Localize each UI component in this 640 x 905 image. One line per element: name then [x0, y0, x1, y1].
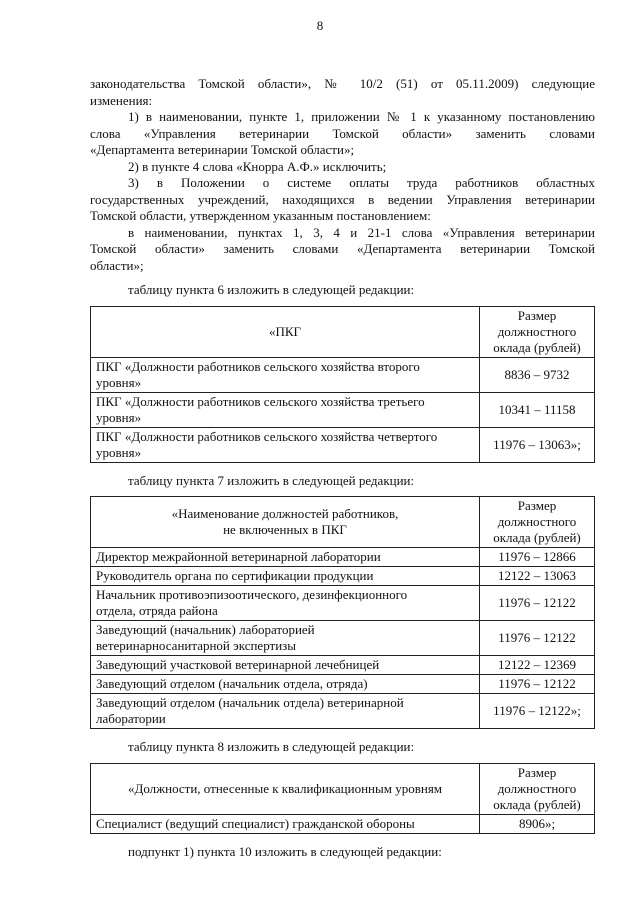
table-cell: 11976 – 12122	[480, 621, 595, 656]
table-header-row	[91, 763, 595, 814]
cell-line: лаборатории	[96, 711, 166, 726]
table-header-row	[91, 497, 595, 548]
header-line: Размер	[517, 307, 557, 323]
header-line: «Наименование должностей работников,	[171, 506, 399, 521]
table-header-cell: «Должности, отнесенные к квалификационным уровням	[91, 763, 480, 814]
table-header-row	[91, 306, 595, 357]
paragraph-line: изменения:	[90, 92, 153, 108]
table-cell: 11976 – 12122	[480, 675, 595, 694]
header-line: Размер	[517, 764, 557, 780]
table8-intro: таблицу пункта 8 изложить в следующей редакции:	[128, 739, 415, 754]
table-header-cell	[480, 763, 595, 814]
paragraph-line: «Департамента ветеринарии Томской области»;	[90, 142, 355, 157]
header-line: Размер	[517, 498, 557, 513]
table-cell: 8906»;	[480, 814, 595, 833]
table-header-cell	[91, 497, 480, 548]
table-row	[91, 814, 595, 833]
table-cell: Заведующий участковой ветеринарной лечебницей	[91, 656, 480, 675]
paragraph-line: Томской области» заменить словами «Департамента ветеринарии Томской	[90, 241, 595, 256]
cell-line: Начальник противоэпизоотического, дезинфекционного	[96, 587, 408, 602]
cell-line: уровня»	[96, 374, 142, 390]
paragraph-line: законодательства Томской области», № 10/2 (51) от 05.11.2009) следующие	[90, 76, 595, 91]
header-line: оклада (рублей)	[493, 530, 581, 545]
table-7	[90, 496, 595, 729]
header-line: оклада (рублей)	[493, 796, 581, 812]
paragraph-line: области»;	[90, 257, 144, 273]
table-row	[91, 392, 595, 427]
table-row	[91, 621, 595, 656]
cell-line: отдела, отряда района	[96, 603, 218, 618]
table7-intro: таблицу пункта 7 изложить в следующей редакции:	[128, 472, 415, 488]
paragraph-line: Томской области, утвержденном указанным постановлением:	[90, 208, 431, 223]
table-row	[91, 357, 595, 392]
table-cell: Заведующий отделом (начальник отдела, отряда)	[91, 675, 480, 694]
header-line: не включенных в ПКГ	[223, 522, 347, 537]
cell-line: ветеринарносанитарной экспертизы	[96, 638, 297, 653]
table-cell: 10341 – 11158	[480, 392, 595, 427]
table-cell: Директор межрайонной ветеринарной лаборатории	[91, 548, 480, 567]
table-cell: 12122 – 13063	[480, 567, 595, 586]
paragraph-line: 2) в пункте 4 слова «Кнорра А.Ф.» исключить;	[128, 158, 387, 174]
table-cell	[91, 427, 480, 462]
table-cell: 12122 – 12369	[480, 656, 595, 675]
table-cell: 11976 – 13063»;	[480, 427, 595, 462]
table-row	[91, 586, 595, 621]
table-row	[91, 567, 595, 586]
header-line: должностного	[497, 780, 577, 796]
table-row	[91, 656, 595, 675]
sub10-intro: подпункт 1) пункта 10 изложить в следующей редакции:	[128, 843, 442, 859]
paragraph-line: 3) в Положении о системе оплаты труда работников областных	[128, 175, 595, 190]
paragraph-line: 1) в наименовании, пункте 1, приложении № 1 к указанному постановлению	[128, 109, 595, 124]
table-cell: 8836 – 9732	[480, 357, 595, 392]
table-cell	[91, 694, 480, 729]
table-8	[90, 763, 595, 834]
table-6	[90, 306, 595, 463]
paragraph-line: государственных учреждений, находящихся в ведении Управления ветеринарии	[90, 191, 595, 207]
table-header-cell	[480, 497, 595, 548]
page-number: 8	[316, 18, 324, 33]
table-row	[91, 427, 595, 462]
cell-line: уровня»	[96, 444, 142, 460]
table-cell	[91, 621, 480, 656]
table-cell: Специалист (ведущий специалист) гражданской обороны	[91, 814, 480, 833]
table-header-cell	[480, 306, 595, 357]
table-row	[91, 675, 595, 694]
header-line: должностного	[497, 323, 577, 339]
table-cell: 11976 – 12866	[480, 548, 595, 567]
table-cell	[91, 392, 480, 427]
table-cell: 11976 – 12122	[480, 586, 595, 621]
cell-line: ПКГ «Должности работников сельского хозяйства второго	[96, 358, 420, 374]
cell-line: уровня»	[96, 409, 142, 425]
header-line: должностного	[497, 514, 577, 529]
cell-line: ПКГ «Должности работников сельского хозяйства третьего	[96, 393, 425, 409]
table-cell: Руководитель органа по сертификации продукции	[91, 567, 480, 586]
table-cell: 11976 – 12122»;	[480, 694, 595, 729]
header-line: оклада (рублей)	[493, 339, 581, 355]
cell-line: Заведующий (начальник) лабораторией	[96, 622, 315, 637]
cell-line: Заведующий отделом (начальник отдела) ветеринарной	[96, 695, 404, 710]
cell-line: ПКГ «Должности работников сельского хозяйства четвертого	[96, 428, 438, 444]
table-cell	[91, 586, 480, 621]
table6-intro: таблицу пункта 6 изложить в следующей редакции:	[128, 282, 415, 297]
table-row	[91, 548, 595, 567]
document-body	[90, 76, 595, 860]
table-row	[91, 694, 595, 729]
table-header-cell: «ПКГ	[91, 306, 480, 357]
table-cell	[91, 357, 480, 392]
paragraph-line: слова «Управления ветеринарии Томской области» заменить словами	[90, 125, 595, 141]
paragraph-line: в наименовании, пунктах 1, 3, 4 и 21-1 слова «Управления ветеринарии	[128, 224, 595, 240]
